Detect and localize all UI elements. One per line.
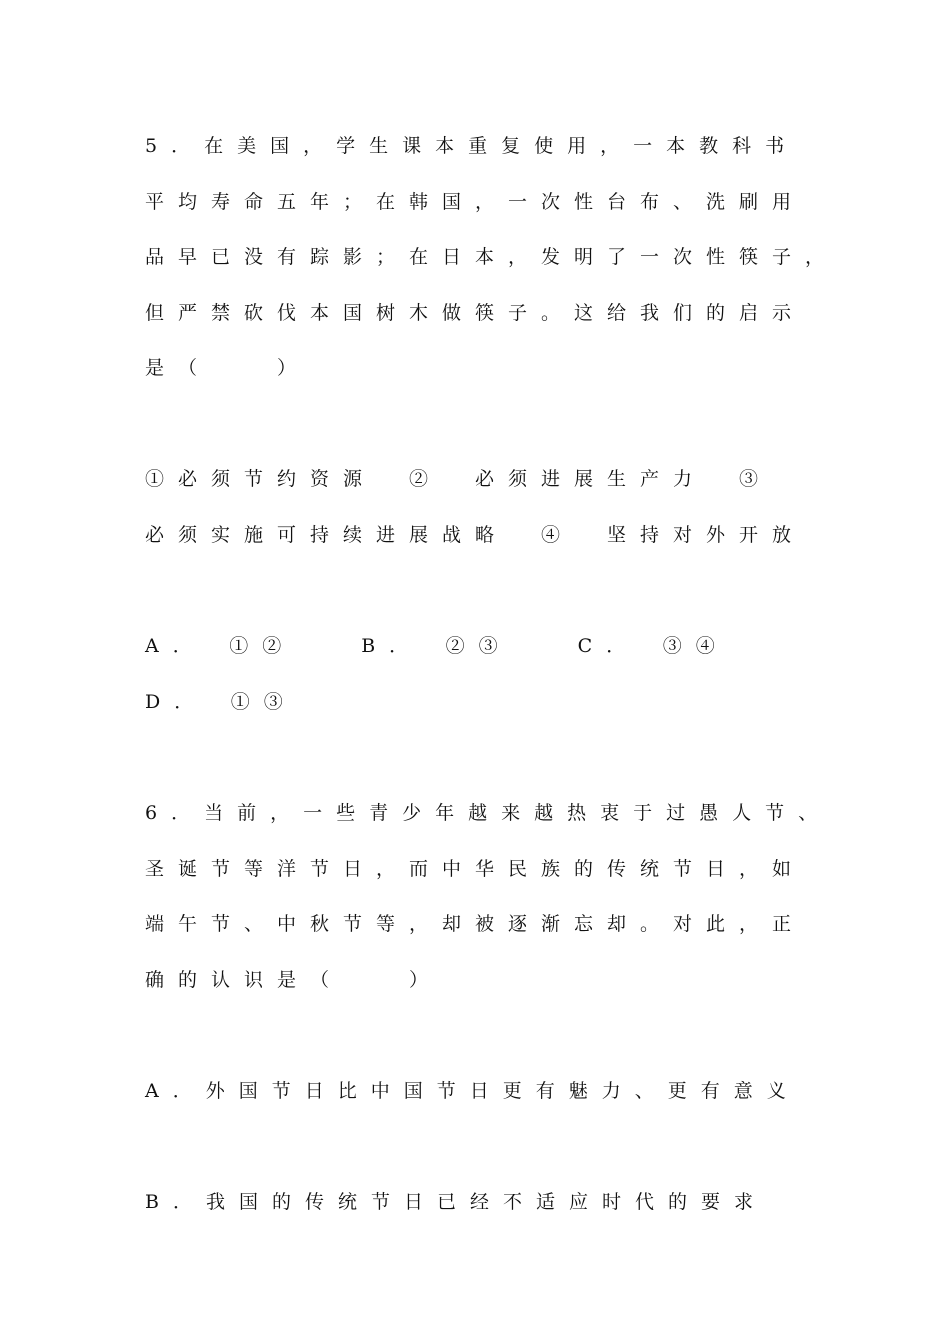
q5-stem-line-5: 是（ ） [145, 357, 311, 379]
q5-statement-line-2: 必须实施可持续进展战略 ④ 坚持对外开放 [145, 524, 806, 546]
q6-option-a: A．外国节日比中国节日更有魅力、更有意义 [145, 1080, 800, 1102]
q5-options-line-1: A． ①② B． ②③ C． ③④ [145, 635, 729, 657]
q6-stem-line-3: 端午节、中秋节等，却被逐渐忘却。对此，正 [145, 913, 806, 935]
q6-stem-line-4: 确的认识是（ ） [145, 969, 443, 991]
q6-option-b: B．我国的传统节日已经不适应时代的要求 [145, 1191, 767, 1213]
q6-stem-line-1: 6．当前，一些青少年越来越热衷于过愚人节、 [145, 802, 832, 824]
q5-stem-line-2: 平均寿命五年；在韩国，一次性台布、洗刷用 [145, 191, 806, 213]
q6-stem-line-2: 圣诞节等洋节日，而中华民族的传统节日，如 [145, 858, 806, 880]
q5-statement-line-1: ①必须节约资源 ② 必须进展生产力 ③ [145, 468, 773, 490]
q5-stem-line-4: 但严禁砍伐本国树木做筷子。这给我们的启示 [145, 302, 806, 324]
q5-stem-line-1: 5．在美国，学生课本重复使用，一本教科书 [145, 135, 799, 157]
q5-stem-line-3: 品早已没有踪影；在日本，发明了一次性筷子， [145, 246, 839, 268]
q5-options-line-2: D． ①③ [145, 691, 297, 713]
